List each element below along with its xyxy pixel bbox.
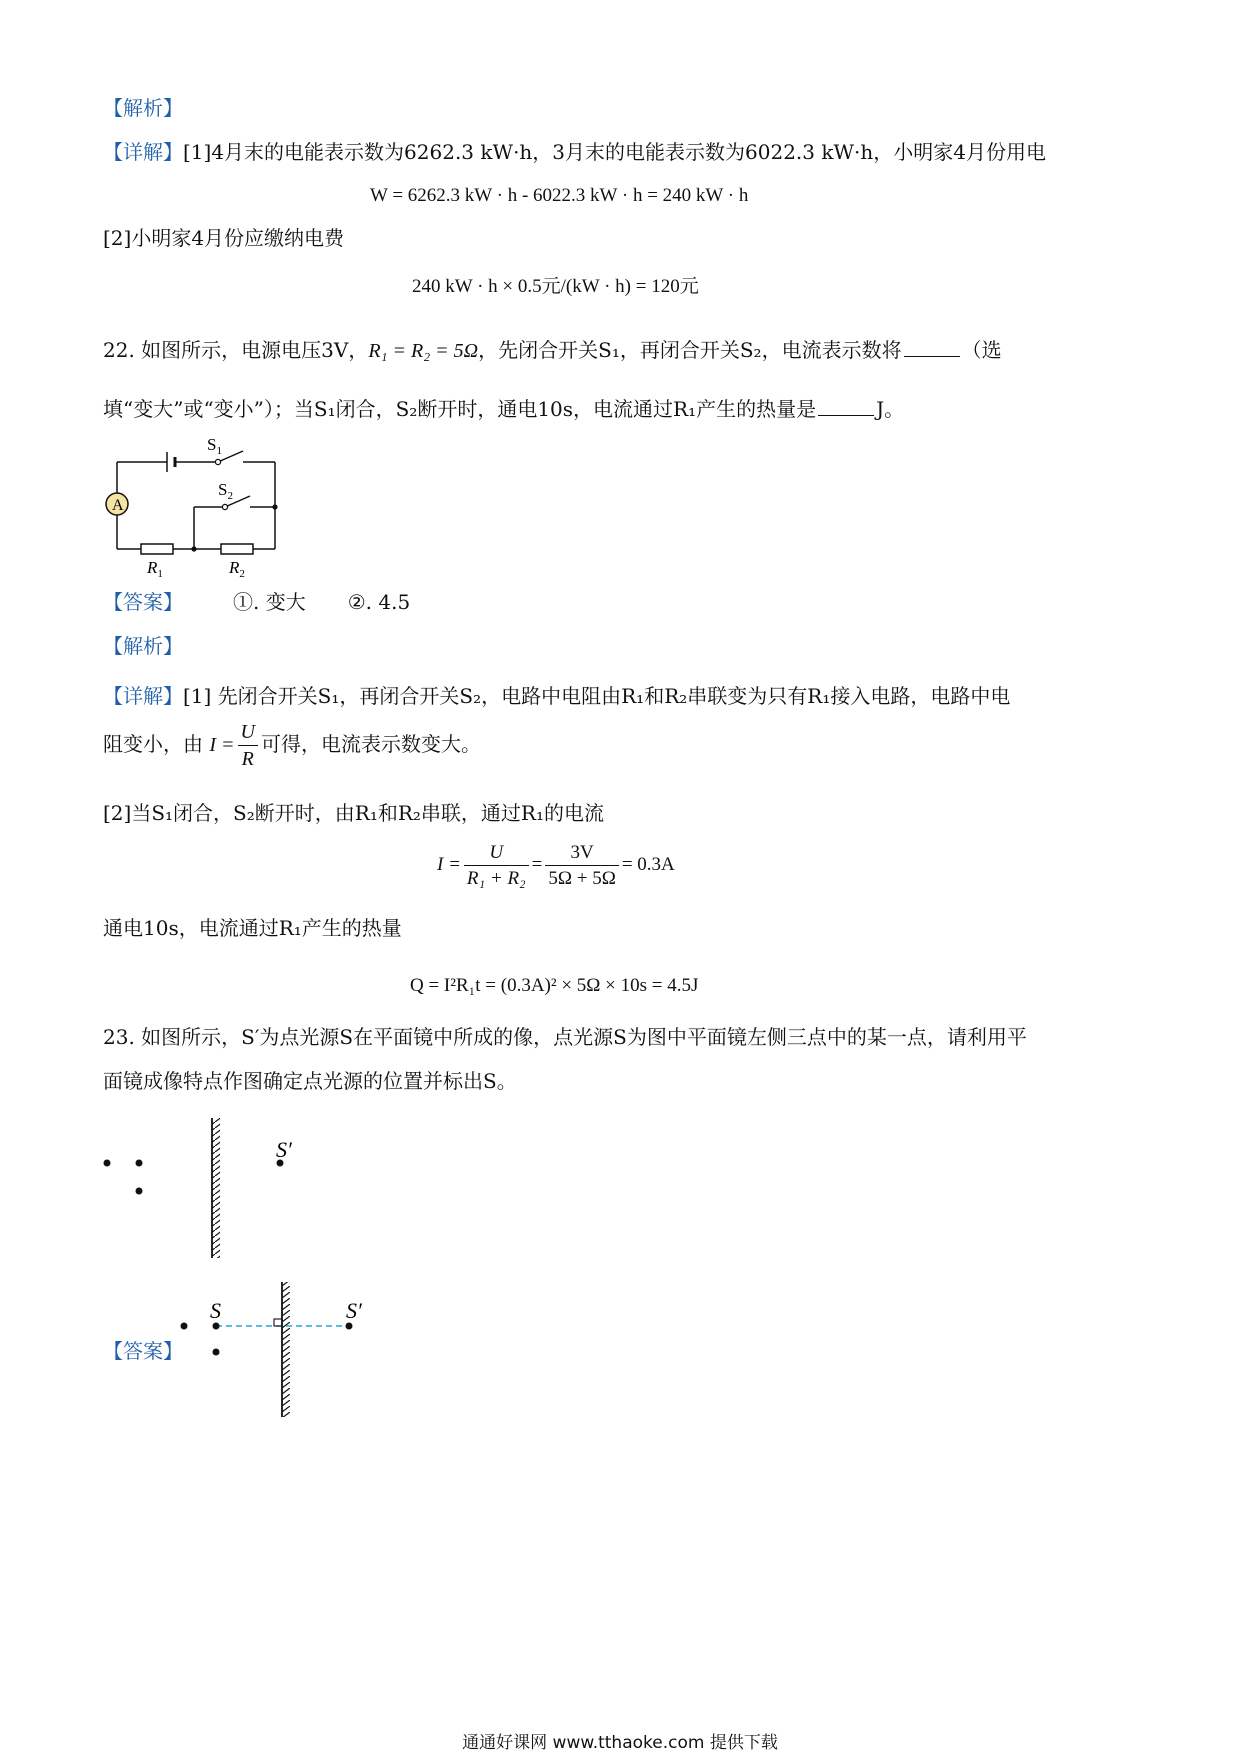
answer-tag: 【答案】 (103, 590, 183, 614)
label-r1: $R_1$ (147, 558, 163, 580)
switch-s1-pivot (215, 459, 220, 464)
analysis-tag: 【解析】 (103, 634, 183, 658)
ohm-fraction (238, 722, 258, 769)
junction-right (272, 504, 277, 509)
answer-image-point (346, 1323, 353, 1330)
q22-number: 22. (103, 338, 135, 362)
eq3-f1-den: R₁ + R₂ (466, 868, 526, 889)
q22-detail1-a: [1] 先闭合开关S₁，再闭合开关S₂，电路中电阻由R₁和R₂串联变为只有R₁接入电路，电路中电 (183, 684, 1011, 708)
circuit-diagram (95, 425, 295, 585)
answer-image-label: S′ (346, 1298, 362, 1323)
answer-2: ②. 4.5 (347, 590, 411, 614)
label-s1: $S_1$ (207, 435, 222, 457)
ohm-numerator: U (238, 722, 258, 746)
eq3-fraction-2 (545, 843, 618, 888)
q22-detail1-line (103, 686, 1010, 706)
source-label: S (210, 1298, 221, 1323)
answer-blank-2 (818, 397, 874, 416)
junction-left (191, 546, 196, 551)
answer-figure (170, 1280, 410, 1440)
page-footer: 通通好课网 www.tthaoke.com 提供下载 (462, 1733, 778, 1753)
q22-detail1-b2: 可得，电流表示数变大。 (260, 732, 481, 756)
candidate-point-1 (104, 1160, 111, 1167)
q21-part2: [2]小明家4月份应缴纳电费 (103, 226, 345, 250)
q22-answer-line (103, 592, 410, 612)
q21-detail-text: [1]4月末的电能表示数为6262.3 kW·h，3月末的电能表示数为6022.3 kW·h，小明家4月份用电 (183, 140, 1047, 164)
q22-condition: R₁ = R₂ = 5Ω (368, 340, 479, 362)
q22-line2-a: 填“变大”或“变小”）；当S₁闭合，S₂断开时，通电10s，电流通过R₁产生的热量是 (103, 397, 817, 421)
q21-equation-energy: W = 6262.3 kW · h - 6022.3 kW · h = 240 kW · h (370, 185, 749, 206)
q22-detail2: [2]当S₁闭合，S₂断开时，由R₁和R₂串联，通过R₁的电流 (103, 801, 604, 825)
q22-line1 (103, 338, 1002, 361)
answer-blank-1 (904, 338, 960, 357)
mirror-figure (95, 1110, 325, 1265)
answer-tag: 【答案】 (103, 1339, 183, 1363)
mirror-hatching (212, 1118, 220, 1258)
q22-text-b: ，先闭合开关S₁，再闭合开关S₂，电流表示数将 (478, 338, 902, 362)
ohm-lhs: I = (209, 734, 235, 756)
eq3-f2-den: 5Ω + 5Ω (548, 868, 616, 889)
detail-tag: 【详解】 (103, 684, 183, 708)
eq3-f2-num: 3V (545, 843, 618, 866)
q22-detail1-b1: 阻变小，由 (103, 732, 203, 756)
q22-equation-heat: Q = I²R₁t = (0.3A)² × 5Ω × 10s = 4.5J (410, 975, 699, 996)
right-angle-mark (274, 1319, 282, 1326)
q22-line2-b: J。 (876, 397, 905, 421)
image-label: S′ (276, 1137, 292, 1162)
candidate-point-3 (136, 1188, 143, 1195)
q21-equation-fee: 240 kW · h × 0.5元/(kW · h) = 120元 (412, 276, 699, 297)
answer-point-1 (181, 1323, 188, 1330)
candidate-point-2 (136, 1160, 143, 1167)
q23-line1 (103, 1027, 1027, 1047)
answer-mirror-hatching (282, 1282, 290, 1417)
switch-s2-pivot (222, 504, 227, 509)
answer-point-3 (213, 1349, 220, 1356)
q22-line2 (103, 397, 904, 419)
ohm-denominator: R (241, 748, 254, 770)
analysis-tag: 【解析】 (103, 96, 183, 120)
q23-number: 23. (103, 1025, 135, 1049)
q23-line2: 面镜成像特点作图确定点光源的位置并标出S。 (103, 1069, 517, 1093)
q23-text-1: 如图所示，S′为点光源S在平面镜中所成的像，点光源S为图中平面镜左侧三点中的某一点，请利用平 (141, 1025, 1027, 1049)
q22-detail3: 通电10s，电流通过R₁产生的热量 (103, 916, 402, 940)
eq3-rhs: = 0.3A (621, 853, 675, 875)
eq3-f1-num: U (464, 843, 529, 866)
ammeter-label: A (112, 497, 124, 514)
answer-1: ①. 变大 (233, 590, 306, 614)
label-r2: $R_2$ (229, 558, 245, 580)
eq3-lhs: I = (437, 853, 461, 875)
label-s2: $S_2$ (218, 480, 233, 502)
q22-detail1-line2 (103, 722, 481, 769)
q22-text-c: （选 (961, 338, 1002, 362)
source-point (213, 1323, 220, 1330)
resistor-r1 (141, 544, 173, 554)
eq3-fraction-1 (464, 843, 529, 888)
q22-equation-current: I = $\frac{U}{\text{R₁ + R₂}}$ = $\frac{3V}{5\Omega + 5\Omega}$ = 0.3A (437, 842, 675, 889)
q22-text-a: 如图所示，电源电压3V， (141, 338, 369, 362)
resistor-r2 (221, 544, 253, 554)
q21-detail-line (103, 142, 1046, 162)
detail-tag: 【详解】 (103, 140, 183, 164)
